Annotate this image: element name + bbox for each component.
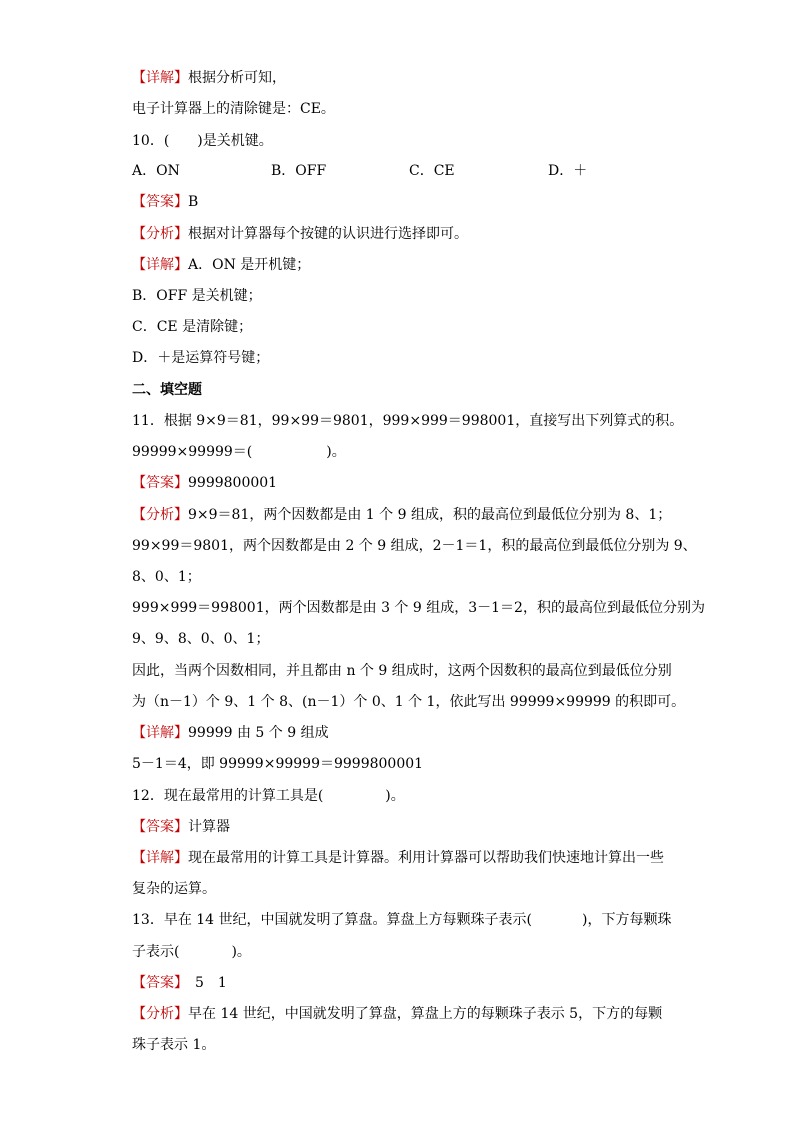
question-text: 10．( )是关机键。 (132, 133, 273, 149)
analysis-line (132, 1004, 662, 1024)
line-text: 早在 14 世纪，中国就发明了算盘，算盘上方的每颗珠子表示 5，下方的每颗 (188, 1006, 663, 1022)
option-a: A．ON (132, 163, 180, 179)
line-20 (132, 661, 672, 681)
detail-tag: 【详解】 (132, 850, 188, 866)
line-text: 8、0、1； (132, 569, 201, 585)
line-9 (132, 317, 252, 337)
line-21 (132, 692, 685, 712)
answer-line (132, 817, 230, 837)
question-11-blank-line (132, 442, 346, 462)
line-18 (132, 598, 705, 618)
section-title: 二、填空题 (132, 382, 202, 398)
question-text: )，下方每颗珠 (582, 912, 672, 928)
question-13-line-2 (132, 942, 251, 962)
analysis-line (132, 505, 671, 525)
line-27 (132, 879, 216, 899)
line-text: 9×9＝81，两个因数都是由 1 个 9 组成，积的最高位到最低位分别为 8、1； (188, 507, 672, 523)
option-c: C．CE (409, 163, 455, 179)
option-d: D．＋ (548, 163, 588, 179)
analysis-line (132, 224, 468, 244)
line-text: 根据分析可知， (188, 70, 286, 86)
line-text: 为（n－1）个 9、1 个 8、(n－1）个 0、1 个 1，依此写出 99999×99999 的积即可。 (132, 694, 686, 710)
line-text: C．CE 是清除键； (132, 319, 253, 335)
line-8 (132, 286, 262, 306)
answer-line (132, 973, 227, 993)
line-text: 9、9、8、0、0、1； (132, 631, 270, 647)
analysis-tag: 【分析】 (132, 226, 188, 242)
question-text: 11．根据 9×9＝81，99×99＝9801，999×999＝998001，直接写出下列算式的积。 (132, 413, 684, 429)
line-16 (132, 536, 697, 556)
line-text: 复杂的运算。 (132, 881, 216, 897)
detail-line (132, 848, 664, 868)
question-11 (132, 411, 683, 431)
line-32 (132, 1035, 215, 1055)
detail-tag: 【详解】 (132, 725, 188, 741)
question-12 (132, 786, 405, 806)
analysis-tag: 【分析】 (132, 507, 188, 523)
analysis-tag: 【分析】 (132, 1006, 188, 1022)
question-text: 12．现在最常用的计算工具是( (132, 788, 324, 804)
line-text: A．ON 是开机键； (188, 257, 311, 273)
line-text: 根据对计算器每个按键的认识进行选择即可。 (188, 226, 468, 242)
line-1 (132, 68, 286, 88)
line-text: 计算器 (188, 819, 230, 835)
detail-tag: 【详解】 (132, 70, 188, 86)
option-b: B．OFF (271, 163, 327, 179)
line-text: B．OFF 是关机键； (132, 288, 262, 304)
line-23 (132, 754, 423, 774)
answer-line (132, 192, 198, 212)
detail-line (132, 255, 310, 275)
line-text: 因此，当两个因数相同，并且都由 n 个 9 组成时，这两个因数积的最高位到最低位分别 (132, 663, 672, 679)
answer-tag: 【答案】 (132, 975, 181, 991)
line-text: D．＋是运算符号键； (132, 350, 270, 366)
line-text: 珠子表示 1。 (132, 1037, 216, 1053)
line-text: 5－1＝4，即 99999×99999＝9999800001 (132, 756, 424, 772)
question-text: )。 (231, 944, 251, 960)
line-19 (132, 629, 269, 649)
answer-tag: 【答案】 (132, 819, 188, 835)
line-text: 99999 由 5 个 9 组成 (188, 725, 329, 741)
line-text: 电子计算器上的清除键是：CE。 (132, 101, 335, 117)
line-10 (132, 348, 269, 368)
question-13 (132, 910, 671, 930)
line-text: B (188, 194, 199, 210)
question-text: 子表示( (132, 944, 180, 960)
detail-line (132, 723, 329, 743)
line-text: 9999800001 (188, 475, 278, 491)
line-text: 99999×99999＝( (132, 444, 253, 460)
line-text: 现在最常用的计算工具是计算器。利用计算器可以帮助我们快速地计算出一些 (188, 850, 664, 866)
answer-line (132, 473, 277, 493)
options-row (132, 161, 592, 181)
detail-tag: 【详解】 (132, 257, 188, 273)
line-text: 999×999＝998001，两个因数都是由 3 个 9 组成，3－1＝2，积的最高位到最低位分别为 (132, 600, 705, 616)
line-text: 5 1 (181, 975, 227, 991)
line-17 (132, 567, 201, 587)
question-text: )。 (385, 788, 405, 804)
answer-tag: 【答案】 (132, 475, 188, 491)
section-heading (132, 380, 202, 400)
question-text: 13．早在 14 世纪，中国就发明了算盘。算盘上方每颗珠子表示( (132, 912, 532, 928)
answer-tag: 【答案】 (132, 194, 188, 210)
question-10 (132, 131, 273, 151)
line-2 (132, 99, 335, 119)
line-text: 99×99＝9801，两个因数都是由 2 个 9 组成，2－1＝1，积的最高位到最低位分别为 9、 (132, 538, 697, 554)
line-text: )。 (326, 444, 346, 460)
